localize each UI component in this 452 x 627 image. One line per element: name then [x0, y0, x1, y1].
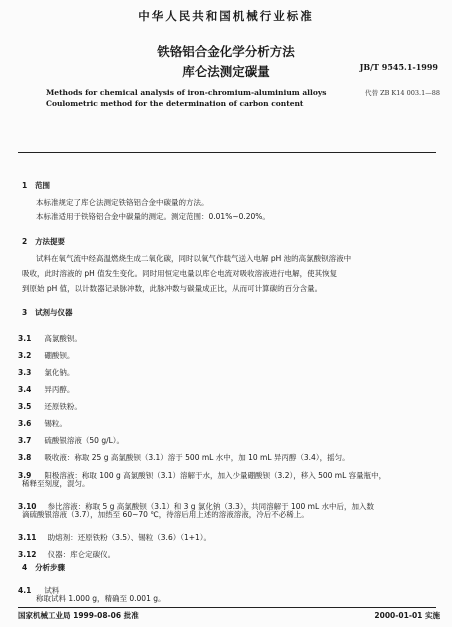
standard-header: 中华人民共和国机械行业标准: [138, 9, 314, 23]
item-text: 高氯酸钡。: [44, 334, 82, 343]
item-text: 阳极溶液：称取 100 g 高氯酸钡（3.1）溶解于水，加入少量硼酸钡（3.2），移入 500 mL 容量瓶中，: [44, 471, 387, 480]
section-number: 1: [22, 181, 28, 190]
section-title: 分析步骤: [35, 563, 66, 572]
title-en-line-1: Methods for chemical analysis of iron-chromium-aluminium alloys: [46, 88, 327, 97]
section-1-line-2: 本标准适用于铁铬铝合金中碳量的测定。测定范围：0.01%~0.20%。: [36, 212, 270, 221]
item-number: 3.6: [18, 419, 32, 428]
section-1-heading: [22, 180, 50, 191]
item-number: 3.12: [18, 550, 37, 559]
header-rule: [18, 152, 436, 153]
item-number: 3.8: [18, 453, 32, 462]
section-title: 试剂与仪器: [35, 308, 73, 317]
section-2-line-1: 试料在氧气流中经高温燃烧生成二氧化碳，同时以氧气作载气送入电解 pH 池的高氯酸钡溶液中: [36, 254, 352, 263]
subsection-4-1-line: 称取试料 1.000 g，精确至 0.001 g。: [36, 594, 166, 603]
list-item: [18, 542, 115, 561]
replaces-note: 代替 ZB K14 003.1—88: [365, 89, 440, 97]
item-number: 3.3: [18, 368, 32, 377]
item-text: 异丙醇。: [44, 385, 75, 394]
section-number: 3: [22, 308, 28, 317]
item-continuation: 滴硫酸银溶液（3.7），加热至 60~70 ℃，待溶后用上述的溶液溶液，冷后不必稀上。: [22, 510, 309, 519]
section-1-line-1: 本标准规定了库仑法测定铁铬铝合金中碳量的方法。: [36, 198, 209, 207]
section-2-line-2: 吸收，此时溶液的 pH 值发生变化。同时用恒定电量以库仑电流对吸收溶液进行电解，使其恢复: [22, 269, 338, 278]
section-number: 4: [22, 563, 28, 572]
item-number: 4.1: [18, 586, 32, 595]
title-en-line-2: Coulometric method for the determination of carbon content: [46, 99, 304, 108]
item-continuation: 稀释至刻度，混匀。: [22, 479, 90, 488]
section-2-line-3: 到原始 pH 值，以计数器记录脉冲数，此脉冲数与碳量成正比，从而可计算碳的百分含量。: [22, 284, 323, 293]
implementation-date: 2000-01-01 实施: [374, 611, 440, 620]
section-4-heading: [22, 562, 65, 573]
item-text: 锡粒。: [44, 419, 67, 428]
item-number: 3.5: [18, 402, 32, 411]
item-number: 3.2: [18, 351, 32, 360]
title-cn-line-2: 库仑法测定碳量: [182, 64, 270, 79]
item-text: 参比溶液：称取 5 g 高氯酸钡（3.1）和 3 g 氯化钠（3.3），共同溶解于 100 mL 水中后，加入数: [47, 502, 375, 511]
item-text: 硫酸银溶液（50 g/L）。: [44, 436, 125, 445]
approval-date: 国家机械工业局 1999-08-06 批准: [18, 611, 139, 620]
item-text: 助熔剂：还原铁粉（3.5）、锡粒（3.6）（1+1）。: [47, 533, 212, 542]
section-number: 2: [22, 237, 28, 246]
item-text: 硼酸钡。: [44, 351, 75, 360]
item-text: 吸收液：称取 25 g 高氯酸钡（3.1）溶于 500 mL 水中，加 10 mL 异丙醇（3.4），摇匀。: [44, 453, 350, 462]
item-text: 试料: [44, 586, 60, 595]
section-title: 范围: [35, 181, 51, 190]
item-number: 3.9: [18, 471, 32, 480]
item-number: 3.7: [18, 436, 32, 445]
title-cn-line-1: 铁铬铝合金化学分析方法: [157, 44, 295, 59]
item-number: 3.1: [18, 334, 32, 343]
item-number: 3.11: [18, 533, 37, 542]
section-title: 方法提要: [35, 237, 66, 246]
list-item: [18, 445, 350, 464]
section-3-heading: [22, 307, 73, 318]
item-text: 还原铁粉。: [44, 402, 82, 411]
standard-number: JB/T 9545.1-1999: [359, 62, 438, 72]
item-number: 3.10: [18, 502, 37, 511]
section-2-heading: [22, 236, 65, 247]
footer-rule: [18, 607, 436, 608]
item-text: 氯化钠。: [44, 368, 75, 377]
item-text: 仪器：库仑定碳仪。: [47, 550, 116, 559]
item-number: 3.4: [18, 385, 32, 394]
